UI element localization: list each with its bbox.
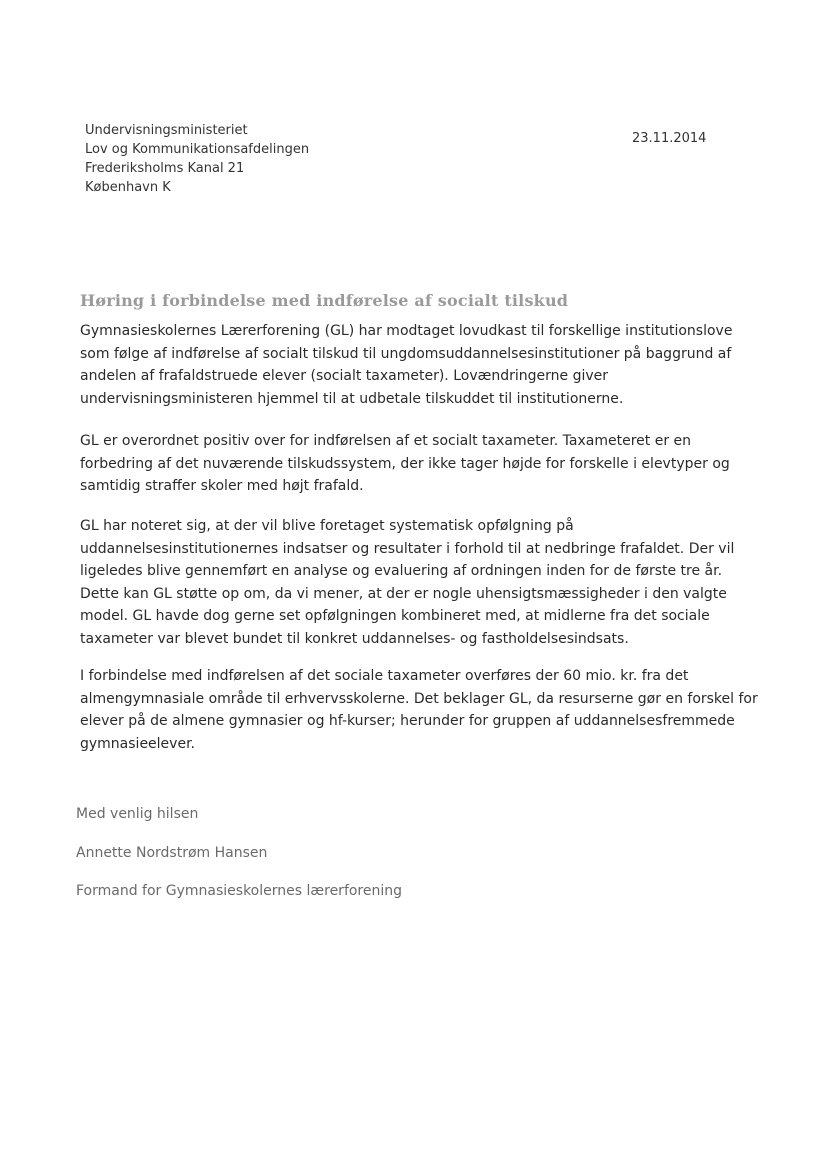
letter-title: Høring i forbindelse med indførelse af socialt tilskud: [80, 291, 569, 310]
body-paragraph: GL er overordnet positiv over for indførelsen af et socialt taxameter. Taxameteret er en forbedring af det nuværende tilskudssystem, der ikke tager højde for forskelle i elevtyper og samtidig straffer skoler med højt frafald.: [80, 433, 730, 494]
recipient-line: Frederiksholms Kanal 21: [85, 161, 245, 176]
body-paragraph: GL har noteret sig, at der vil blive foretaget systematisk opfølgning på uddannelsesinstitutionernes indsatser og resultater i forhold til at nedbringe frafaldet. Der vil ligeledes blive gennemført en analyse og evaluering af ordningen inden for de første tre år. Dette kan GL støtte op om, da vi mener, at der er nogle uhensigtsmæssigheder i den valgte model. GL havde dog gerne set opfølgningen kombineret med, at midlerne fra det sociale taxameter var blevet bundet til konkret uddannelses- og fastholdelsesindsats.: [80, 518, 735, 647]
recipient-line: Undervisningsministeriet: [85, 123, 248, 138]
signer-role: Formand for Gymnasieskolernes lærerforening: [76, 883, 403, 899]
recipient-line: København K: [85, 180, 171, 195]
recipient-line: Lov og Kommunikationsafdelingen: [85, 142, 310, 157]
recipient-address: [85, 121, 309, 197]
signer-name: Annette Nordstrøm Hansen: [76, 845, 268, 861]
letter-date: 23.11.2014: [632, 131, 707, 146]
body-paragraph: I forbindelse med indførelsen af det sociale taxameter overføres der 60 mio. kr. fra det almengymnasiale område til erhvervsskolerne. Det beklager GL, da resurserne gør en forskel for elever på de almene gymnasier og hf-kurser; herunder for gruppen af uddannelsesfremmede gymnasieelever.: [80, 668, 758, 752]
body-paragraph: Gymnasieskolernes Lærerforening (GL) har modtaget lovudkast til forskellige institutionslove som følge af indførelse af socialt tilskud til ungdomsuddannelsesinstitutioner på baggrund af andelen af frafaldstruede elever (socialt taxameter). Lovændringerne giver undervisningsministeren hjemmel til at udbetale tilskuddet til institutionerne.: [80, 323, 733, 407]
closing-greeting: Med venlig hilsen: [76, 806, 199, 822]
